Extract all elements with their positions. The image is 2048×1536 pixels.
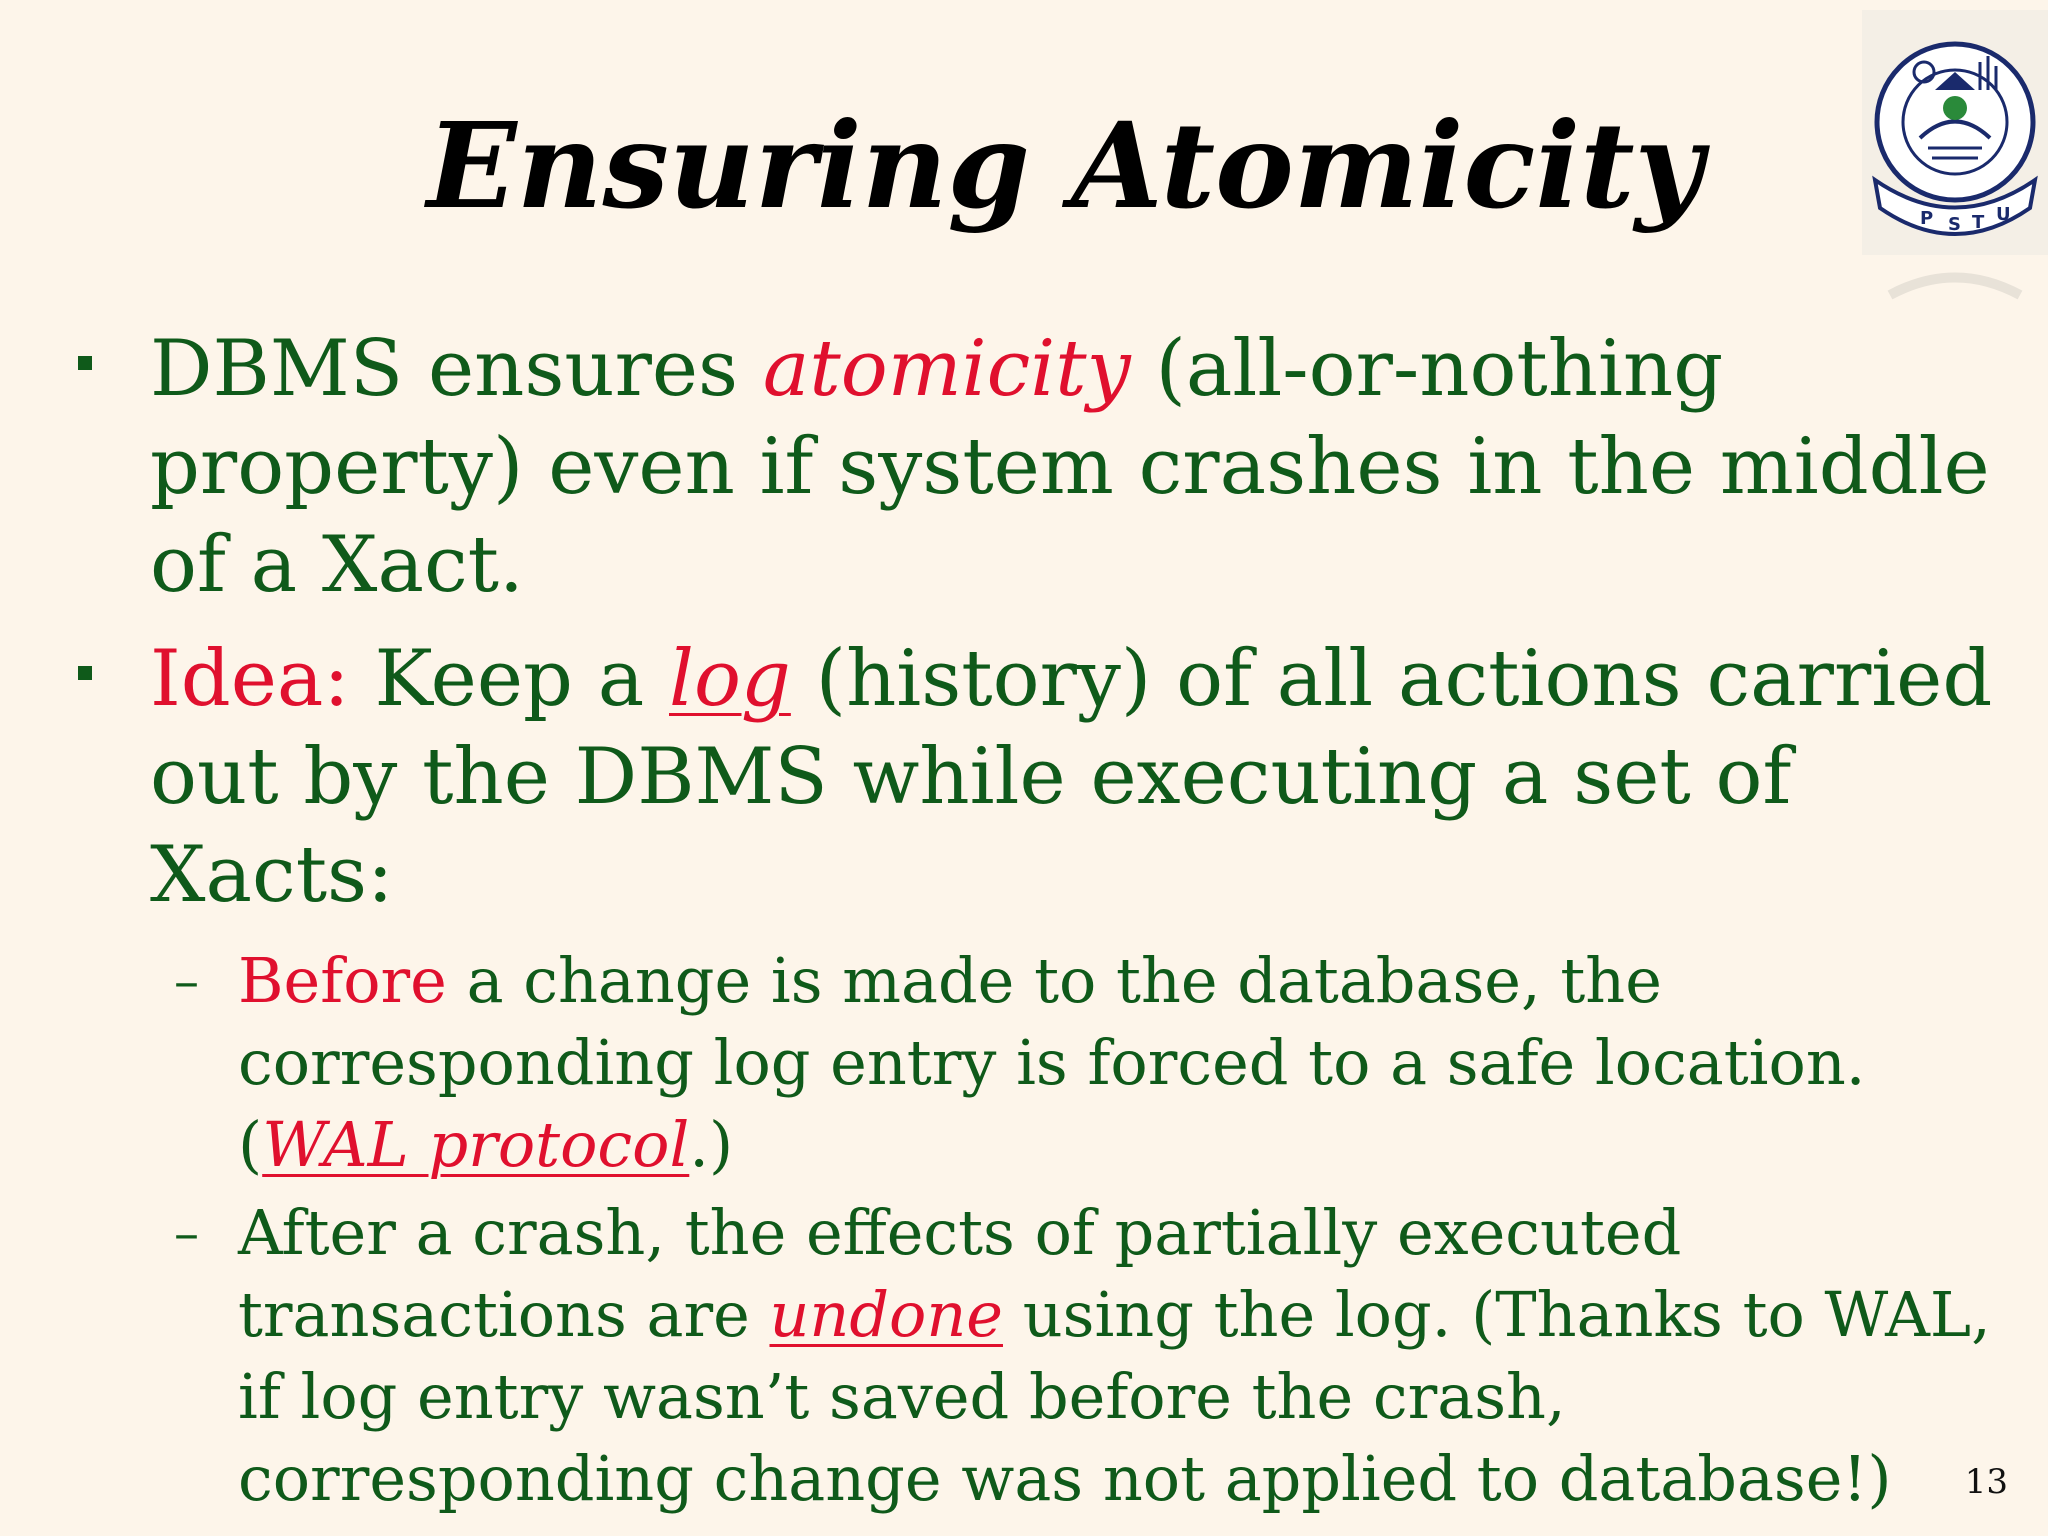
square-bullet-icon — [78, 356, 92, 370]
sub-bullet-text: a change is made to the database, the corresponding log entry is forced to a safe location. ( — [238, 944, 1866, 1181]
sub-bullet-text: using the log. (Thanks to WAL, if log entry wasn’t saved before the crash, corresponding change was not applied to database!) — [238, 1278, 1991, 1515]
slide-body — [70, 320, 2010, 1526]
sub-bullet-text: After a crash, the effects of partially executed transactions are — [238, 1196, 1682, 1351]
sub-bullet-text: .) — [689, 1108, 734, 1181]
svg-text:U: U — [1996, 204, 2011, 225]
undone-term: undone — [769, 1278, 1003, 1351]
bullet-text: Keep a — [349, 634, 669, 724]
university-seal-logo — [1860, 10, 2048, 310]
atomicity-term: atomicity — [762, 324, 1131, 414]
idea-label: Idea: — [150, 634, 350, 724]
sub-bullet-after — [70, 1192, 2010, 1520]
sub-bullet-before — [70, 940, 2010, 1186]
wal-protocol-term: WAL protocol — [262, 1108, 690, 1181]
logo-banner-letters: P — [1920, 208, 1934, 229]
bullet-text: (history) of all actions carried out by the DBMS while executing a set of Xacts: — [150, 634, 1993, 920]
bullet-atomicity — [70, 320, 2010, 614]
dash-bullet-icon: – — [174, 1204, 199, 1262]
svg-text:S: S — [1948, 214, 1961, 235]
slide-number: 13 — [1964, 1462, 2008, 1502]
svg-text:T: T — [1972, 212, 1985, 233]
slide-title: Ensuring Atomicity — [426, 96, 1704, 235]
bullet-idea — [70, 630, 2010, 924]
dash-bullet-icon: – — [174, 952, 199, 1010]
before-term: Before — [238, 944, 447, 1017]
log-term: log — [669, 634, 791, 724]
bullet-text: (all-or-nothing property) even if system crashes in the middle of a Xact. — [150, 324, 1990, 610]
square-bullet-icon — [78, 666, 92, 680]
bullet-text: DBMS ensures — [150, 324, 763, 414]
